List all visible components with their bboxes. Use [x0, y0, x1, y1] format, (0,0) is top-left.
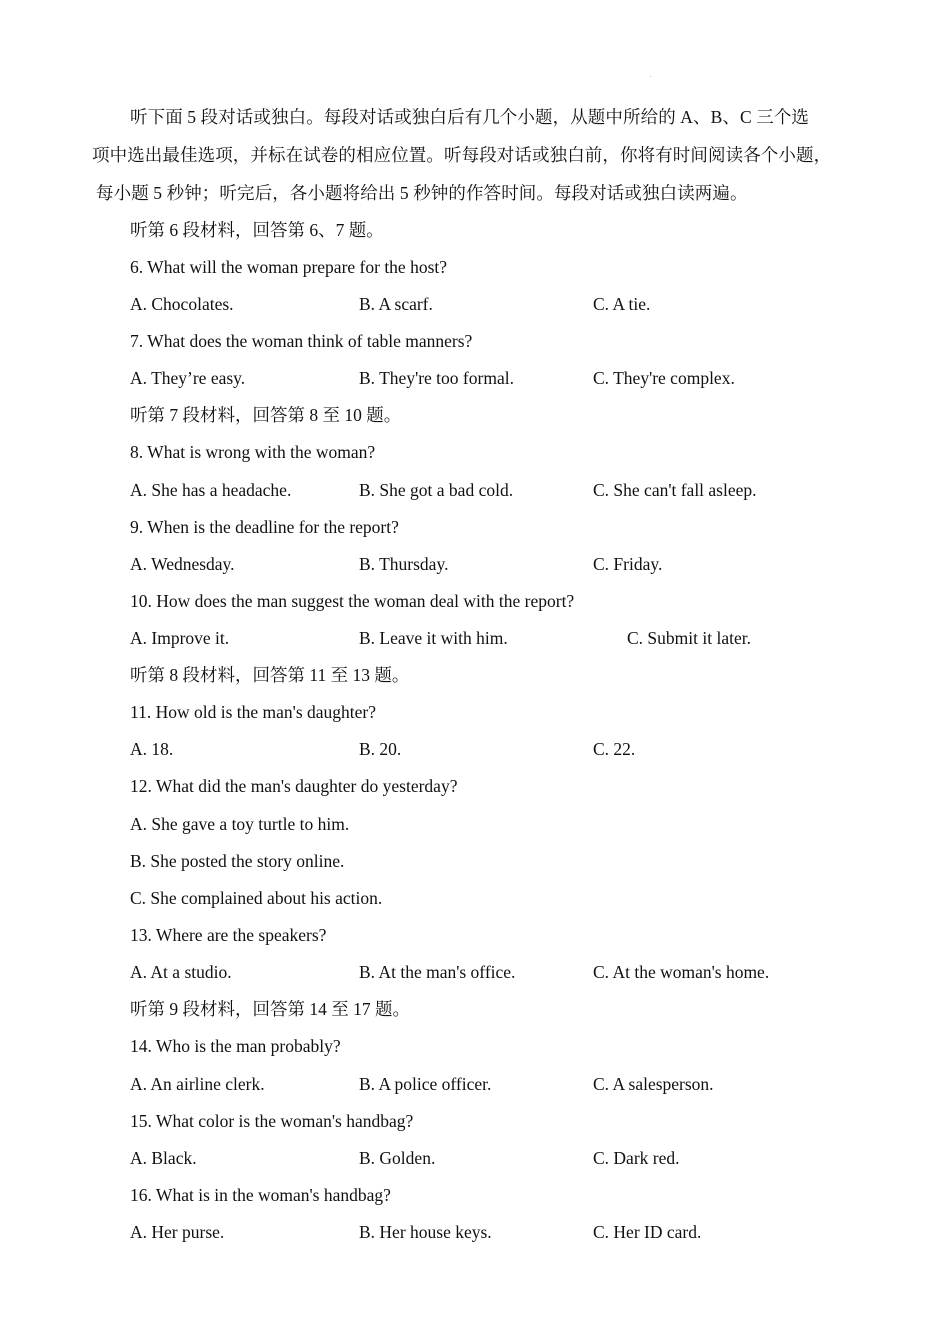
question-8: 8. What is wrong with the woman?	[130, 442, 376, 462]
section-heading: 听第 6 段材料，回答第 6、7 题。	[130, 220, 384, 240]
section-heading: 听第 9 段材料，回答第 14 至 17 题。	[130, 999, 410, 1019]
question-9: 9. When is the deadline for the report?	[130, 517, 399, 537]
question-14: 14. Who is the man probably?	[130, 1036, 341, 1056]
q7-option-b: B. They're too formal.	[359, 368, 514, 388]
q16-option-a: A. Her purse.	[130, 1222, 225, 1242]
q15-option-c: C. Dark red.	[593, 1148, 680, 1168]
instructions-line-3: 每小题 5 秒钟；听完后，各小题将给出 5 秒钟的作答时间。每段对话或独白读两遍。	[96, 183, 748, 203]
question-16: 16. What is in the woman's handbag?	[130, 1185, 391, 1205]
q14-option-a: A. An airline clerk.	[130, 1074, 265, 1094]
q9-option-a: A. Wednesday.	[130, 554, 235, 574]
question-7: 7. What does the woman think of table manners?	[130, 331, 473, 351]
question-6: 6. What will the woman prepare for the host?	[130, 257, 448, 277]
question-15: 15. What color is the woman's handbag?	[130, 1111, 414, 1131]
instructions-line-2: 项中选出最佳选项，并标在试卷的相应位置。听每段对话或独白前，你将有时间阅读各个小题，	[92, 145, 832, 165]
q13-option-c: C. At the woman's home.	[593, 962, 770, 982]
q8-option-a: A. She has a headache.	[130, 480, 292, 500]
question-12: 12. What did the man's daughter do yesterday?	[130, 776, 458, 796]
q16-option-b: B. Her house keys.	[359, 1222, 492, 1242]
q9-option-b: B. Thursday.	[359, 554, 449, 574]
q11-option-b: B. 20.	[359, 739, 402, 759]
q12-option-c: C. She complained about his action.	[130, 888, 383, 908]
q11-option-c: C. 22.	[593, 739, 636, 759]
question-10: 10. How does the man suggest the woman deal with the report?	[130, 591, 575, 611]
question-13: 13. Where are the speakers?	[130, 925, 327, 945]
q9-option-c: C. Friday.	[593, 554, 663, 574]
q12-option-a: A. She gave a toy turtle to him.	[130, 814, 350, 834]
q7-option-c: C. They're complex.	[593, 368, 735, 388]
q6-option-a: A. Chocolates.	[130, 294, 234, 314]
q14-option-b: B. A police officer.	[359, 1074, 492, 1094]
instructions	[92, 98, 882, 212]
q6-option-b: B. A scarf.	[359, 294, 433, 314]
q10-option-b: B. Leave it with him.	[359, 628, 508, 648]
q10-option-c: C. Submit it later.	[627, 628, 751, 648]
question-11: 11. How old is the man's daughter?	[130, 702, 376, 722]
section-heading: 听第 8 段材料，回答第 11 至 13 题。	[130, 665, 410, 685]
q13-option-a: A. At a studio.	[130, 962, 232, 982]
q15-option-b: B. Golden.	[359, 1148, 436, 1168]
q10-option-a: A. Improve it.	[130, 628, 230, 648]
instructions-line-1: 听下面 5 段对话或独白。每段对话或独白后有几个小题，从题中所给的 A、B、C 三个选	[130, 107, 810, 127]
q12-option-b: B. She posted the story online.	[130, 851, 345, 871]
q11-option-a: A. 18.	[130, 739, 174, 759]
q8-option-b: B. She got a bad cold.	[359, 480, 514, 500]
q15-option-a: A. Black.	[130, 1148, 197, 1168]
section-heading: 听第 7 段材料，回答第 8 至 10 题。	[130, 405, 402, 425]
q7-option-a: A. They’re easy.	[130, 368, 246, 388]
page-mark	[650, 76, 651, 77]
q6-option-c: C. A tie.	[593, 294, 651, 314]
q16-option-c: C. Her ID card.	[593, 1222, 702, 1242]
q13-option-b: B. At the man's office.	[359, 962, 516, 982]
q14-option-c: C. A salesperson.	[593, 1074, 714, 1094]
q8-option-c: C. She can't fall asleep.	[593, 480, 757, 500]
